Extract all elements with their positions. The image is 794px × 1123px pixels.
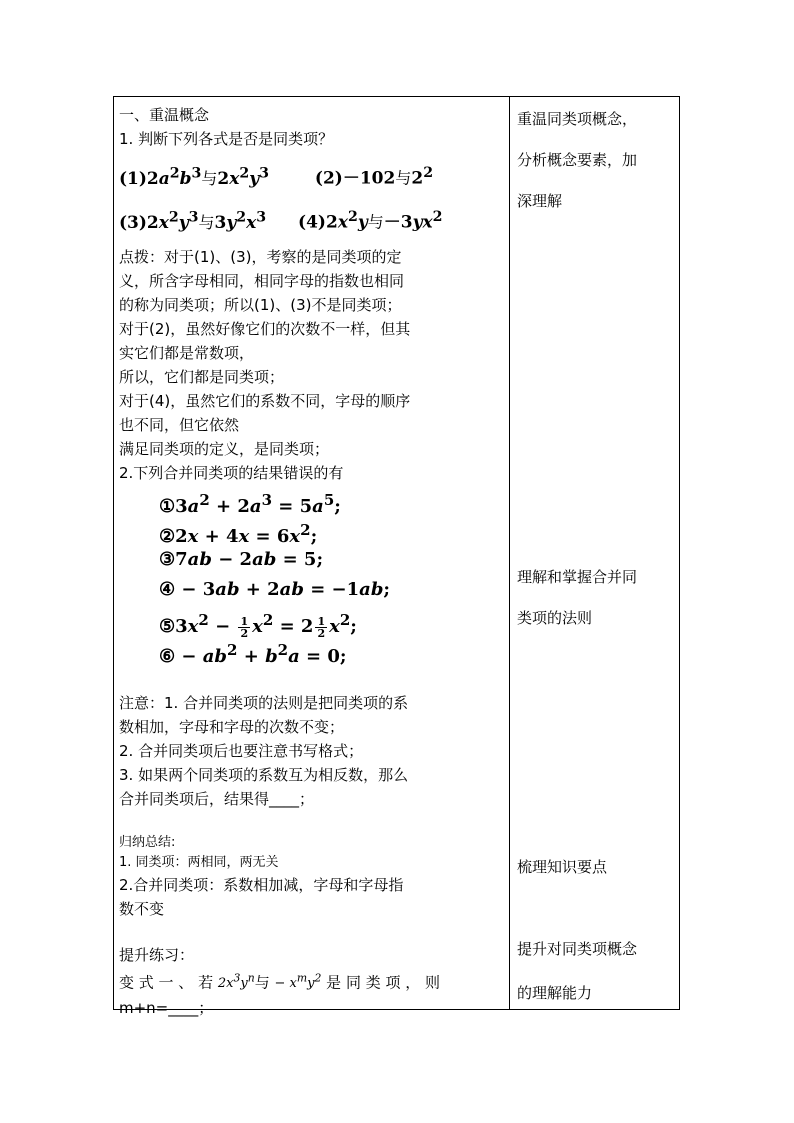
- expr-3: $(3)2x^2y^3$与$3y^2x^3$: [119, 209, 267, 233]
- note-practice-2: 的理解能力: [517, 984, 593, 1002]
- hint-line-6: 所以，它们都是同类项；: [119, 368, 285, 386]
- summary-item-2b: 数不变: [119, 900, 165, 918]
- note-line-4: 3. 如果两个同类项的系数互为相反数，那么: [119, 766, 409, 784]
- note-line-5: 合并同类项后，结果得____；: [119, 790, 315, 808]
- option-3: ③7ab − 2ab = 5;: [159, 549, 324, 570]
- note-review-3: 深理解: [517, 192, 563, 210]
- hint-line-3: 的称为同类项；所以(1)、(3)不是同类项；: [119, 296, 402, 314]
- math-row-2: [119, 195, 503, 239]
- hint-line-8: 也不同，但它依然: [119, 416, 240, 434]
- question-1: 1. 判断下列各式是否是同类项？: [119, 130, 334, 148]
- hint-line-2: 义，所含字母相同，相同字母的指数也相同: [119, 272, 405, 290]
- hint-line-5: 实它们都是常数项，: [119, 344, 255, 362]
- note-line-2: 数相加，字母和字母的次数不变；: [119, 718, 345, 736]
- summary-item-2a: 2.合并同类项：系数相加减，字母和字母指: [119, 876, 404, 894]
- option-2: ②2x + $4x = 6x^2$;: [159, 521, 318, 547]
- option-6: ⑥ − $ab^2 + b^2a = 0$;: [159, 641, 347, 667]
- practice-line-2: m+n=____；: [119, 999, 214, 1018]
- summary-item-1: 1. 同类项：两相同，两无关: [119, 855, 279, 870]
- content-column: [119, 103, 503, 1020]
- hint-line-4: 对于(2)，虽然好像它们的次数不一样，但其: [119, 320, 411, 338]
- question-2: 2.下列合并同类项的结果错误的有: [119, 464, 344, 482]
- note-summary: 梳理知识要点: [517, 858, 608, 876]
- hint-line-9: 满足同类项的定义，是同类项；: [119, 440, 330, 458]
- expr-1: $(1)2a^2b^3$与$2x^2y^3$: [119, 165, 269, 189]
- option-4: ④ − 3ab + 2ab = −1ab;: [159, 579, 391, 600]
- lesson-table: [113, 96, 680, 1018]
- note-rule-1: 理解和掌握合并同: [517, 568, 638, 586]
- note-line-1: 注意：1. 合并同类项的法则是把同类项的系: [119, 694, 409, 712]
- math-row-1: [119, 151, 503, 195]
- note-review-1: 重温同类项概念，: [517, 110, 638, 128]
- option-5: $⑤3x^2$ − $\frac{1}{2}$ $x^2 = 2$ $\frac{1}{2}$ $x^2$;: [159, 611, 357, 640]
- practice-line-1: 变 式 一 、 若 $2x^3y^n$与 − $x^my^2$ 是 同 类 项 ， 则: [119, 972, 441, 992]
- note-line-3: 2. 合并同类项后也要注意书写格式；: [119, 742, 364, 760]
- expr-2: (2)－102与$2^2$: [314, 165, 434, 189]
- note-rule-2: 类项的法则: [517, 609, 593, 627]
- hint-line-7: 对于(4)，虽然它们的系数不同，字母的顺序: [119, 392, 411, 410]
- hint-line-1: 点拨：对于(1)、(3)，考察的是同类项的定: [119, 248, 402, 266]
- practice-title: 提升练习：: [119, 946, 195, 964]
- summary-title: 归纳总结:: [119, 835, 176, 850]
- column-divider: [509, 97, 510, 1009]
- note-review-2: 分析概念要素，加: [517, 151, 638, 169]
- section-heading: 一、重温概念: [119, 106, 210, 124]
- option-1: $①3a^2 + 2a^3 = 5a^5$;: [159, 491, 341, 517]
- note-practice-1: 提升对同类项概念: [517, 940, 638, 958]
- expr-4: $(4)2x^2y$与$-3yx^2$: [298, 209, 443, 233]
